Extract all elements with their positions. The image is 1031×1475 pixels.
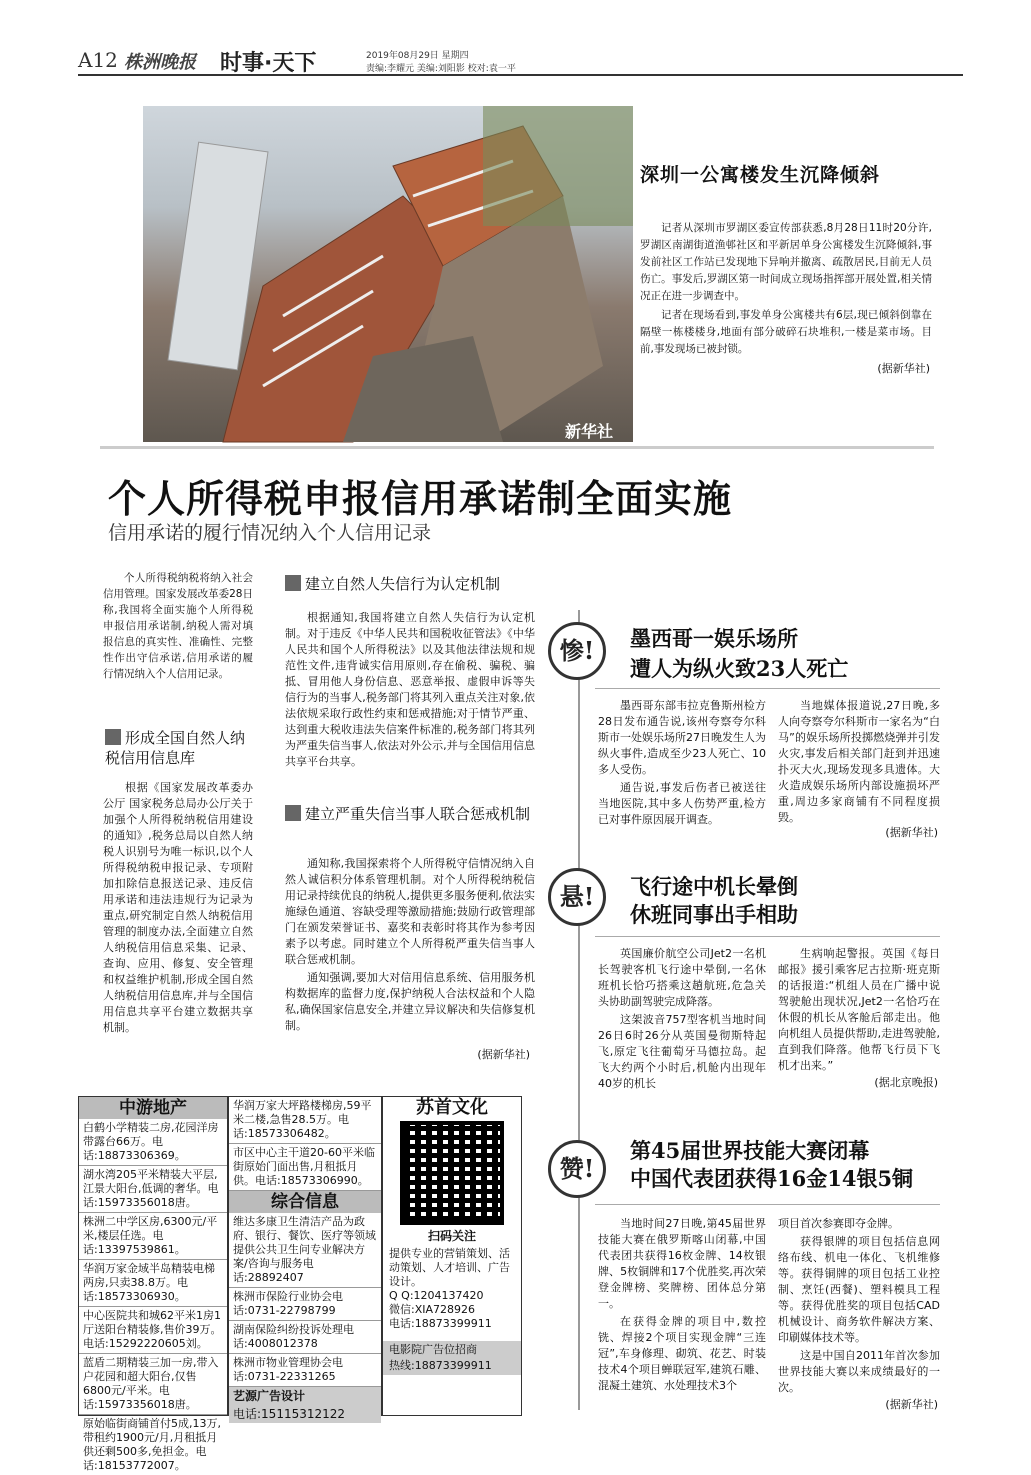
badge-praise: 赞! — [548, 1140, 606, 1198]
ad-entry: 中心医院共和城62平米1房1厅送阳台精装修,售价39万。电话:15292220605刘。 — [79, 1307, 227, 1354]
culture-qq: Q Q:1204137420 — [389, 1289, 484, 1302]
ad-entry: 株洲市物业管理协会电话:0731-22331265 — [229, 1354, 381, 1387]
story1-text-2: 通告说,事发后伤者已被送往当地医院,其中多人伤势严重,检方已对事件原因展开调查。 — [598, 781, 766, 826]
section3-heading — [285, 804, 535, 824]
story1-title-line1: 墨西哥一娱乐场所 — [630, 626, 798, 651]
section3-title: 建立严重失信当事人联合惩戒机制 — [305, 805, 531, 823]
story3-text-4: 获得银牌的项目包括信息网络布线、机电一体化、飞机维修等。获得铜牌的项目包括工业控制、烹饪(西餐)、塑料模具工程等。获得优胜奖的项目包括CAD机械设计、商务软件解决方案、印刷媒体技术等。 — [778, 1235, 940, 1344]
ad-entry: 原始临街商铺首付5成,13万,带租约1900元/月,月租抵月供还剩500多,免担金。电话:18153772007。 — [83, 1417, 221, 1472]
photo-credit: 新华社 — [564, 422, 613, 441]
cinema-ad-phone: 热线:18873399911 — [383, 1359, 521, 1375]
page-number: A12 — [78, 48, 118, 72]
story1-rule — [595, 688, 940, 689]
paper-logo: 株洲晚报 — [124, 52, 196, 73]
main-lead-text: 个人所得税纳税将纳入社会信用管理。国家发展改革委28日称,我国将全面实施个人所得税申报信用承诺制,纳税人需对填报信息的真实性、准确性、完整性作出守信承诺,信用承诺的履行情况纳入个人信用记录。 — [103, 572, 253, 680]
design-ad-phone: 电话:15115312122 — [229, 1405, 381, 1423]
ad-entry: 白鹤小学精装二房,花园洋房带露台66万。电话:18873306369。 — [79, 1119, 227, 1166]
badge-tragic: 惨! — [548, 622, 606, 680]
section2-title: 建立自然人失信行为认定机制 — [305, 575, 501, 593]
story3-text-2: 在获得金牌的项目中,数控铣、焊接2个项目实现金牌“三连冠”,车身修理、砌筑、花艺、时装技术4个项目蝉联冠军,建筑石雕、混凝土建筑、水处理技术3个 — [598, 1315, 766, 1392]
ad-entry: 株洲市保险行业协会电话:0731-22798799 — [229, 1288, 381, 1321]
culture-desc: 提供专业的营销策划、活动策划、人才培训、广告设计。 — [389, 1247, 510, 1288]
section2-heading — [285, 574, 535, 594]
story2-text-2: 这架波音757型客机当地时间26日6时26分从英国曼彻斯特起飞,原定飞往葡萄牙马德拉岛。起飞大约两个小时后,机舱内出现年40岁的机长 — [598, 1013, 766, 1090]
issue-date: 2019年08月29日 星期四 — [366, 51, 469, 61]
story2-title-line2: 休班同事出手相助 — [630, 902, 798, 927]
header-rule — [78, 74, 963, 76]
ad-entry: 华润万家金域半岛精装电梯两房,只卖38.8万。电话:18573306930。 — [79, 1260, 227, 1307]
ad-entry: 湖南保险纠纷投诉处理电话:4008012378 — [229, 1321, 381, 1354]
building-photo-drawing — [143, 106, 633, 442]
section1-body — [103, 780, 253, 1038]
section2-body — [285, 610, 535, 772]
section-marker — [285, 575, 301, 591]
story2-source: (据北京晚报) — [874, 1076, 938, 1089]
top-story-body — [640, 220, 932, 360]
story3-rule — [595, 1204, 940, 1205]
qr-code — [400, 1121, 504, 1225]
info-title: 综合信息 — [229, 1191, 381, 1213]
story1-title-line2: 遭人为纵火致23人死亡 — [630, 656, 849, 681]
story3-text-1: 当地时间27日晚,第45届世界技能大赛在俄罗斯喀山闭幕,中国代表团共获得16枚金牌、14枚银牌、5枚铜牌和17个优胜奖,再次荣登金牌榜、奖牌榜、团体总分第一。 — [598, 1217, 766, 1310]
story2-text-1: 英国廉价航空公司Jet2一名机长驾驶客机飞行途中晕倒,一名休班机长恰巧搭乘这趟航班,危急关头协助副驾驶完成降落。 — [598, 947, 766, 1008]
story1-text-1: 墨西哥东部韦拉克鲁斯州检方28日发布通告说,该州夸察夸尔科斯市一处娱乐场所27日晚发生人为纵火事件,造成至少23人死亡、10多人受伤。 — [598, 699, 766, 776]
story1-source: (据新华社) — [885, 826, 938, 839]
badge-suspense: 悬! — [548, 868, 606, 926]
section-marker — [285, 805, 301, 821]
culture-ad — [382, 1096, 522, 1416]
section3-text-1: 通知称,我国探索将个人所得税守信情况纳入自然人诚信积分体系管理机制。对个人所得税纳税信用记录持续优良的纳税人,提供更多服务便利,依法实施绿色通道、容缺受理等激励措施;鼓励行政管理部门在颁发荣誉证书、嘉奖和表彰时将其作为参考因素予以考虑。同时建立个人所得税严重失信当事人联合惩戒机制。 — [285, 857, 535, 966]
story3-text-3: 项目首次参赛即夺金牌。 — [778, 1217, 899, 1230]
top-story-title: 深圳一公寓楼发生沉降倾斜 — [640, 164, 881, 186]
section-marker — [105, 729, 121, 745]
story3-title-line2: 中国代表团获得16金14银5铜 — [630, 1166, 914, 1191]
story1-col2 — [778, 698, 940, 828]
realestate-ads — [78, 1096, 228, 1472]
culture-title: 苏首文化 — [416, 1097, 488, 1118]
story2-text-3: 生病响起警报。英国《每日邮报》援引乘客尼古拉斯·班克斯的话报道:“机组人员在广播中说驾驶舱出现状况,Jet2一名恰巧在休假的机长从客舱后部走出。他向机组人员提供帮助,走进驾驶舱,直到我们降落。他帮飞行员下飞机才出来。” — [778, 947, 940, 1072]
scan-label: 扫码关注 — [427, 1229, 476, 1243]
top-story-para-2: 记者在现场看到,事发单身公寓楼共有6层,现已倾斜倒靠在隔壁一栋楼楼身,地面有部分破碎石块堆积,一楼是菜市场。目前,事发现场已被封锁。 — [640, 309, 932, 355]
ad-entry: 湖水湾205平米精装大平层,江景大阳台,低调的奢华。电话:15973356018唐。 — [79, 1166, 227, 1213]
story3-title-line1: 第45届世界技能大赛闭幕 — [630, 1138, 870, 1163]
ad-entry: 蓝盾二期精装三加一房,带入户花园和超大阳台,仅售6800元/平米。电话:15973356018唐。 — [79, 1354, 227, 1415]
story1-col1 — [598, 698, 766, 830]
main-story-source: (据新华社) — [477, 1048, 530, 1061]
ad-entry: 市区中心主干道20-60平米临街原始门面出售,月租抵月供。电话:18573306990。 — [229, 1144, 381, 1191]
section2-text: 根据通知,我国将建立自然人失信行为认定机制。对于违反《中华人民共和国税收征管法》《中华人民共和国个人所得税法》以及其他法律法规和规范性文件,违背诚实信用原则,存在偷税、骗税、骗抵、冒用他人身份信息、恶意举报、虚假申诉等失信行为的当事人,税务部门将其列入重点关注对象,依法依规采取行政性约束和惩戒措施;对于情节严重、达到重大税收违法失信案件标准的,税务部门将其列为严重失信当事人,依法对外公示,并与全国信用信息共享平台共享。 — [285, 611, 535, 768]
story2-col2 — [778, 946, 940, 1076]
top-story-source: (据新华社) — [877, 362, 930, 375]
story2-title-line1: 飞行途中机长晕倒 — [630, 874, 798, 899]
ad-entry: 华润万家大坪路楼梯房,59平米二楼,急售28.5万。电话:18573306482。 — [229, 1097, 381, 1144]
top-divider — [100, 446, 934, 449]
story3-text-5: 这是中国自2011年首次参加世界技能大赛以来成绩最好的一次。 — [778, 1349, 940, 1394]
culture-wechat: 微信:XIA728926 — [389, 1303, 476, 1316]
story3-source: (据新华社) — [885, 1398, 938, 1411]
section1-text: 根据《国家发展改革委办公厅 国家税务总局办公厅关于加强个人所得税纳税信用建设的通知》,税务总局以自然人纳税人识别号为唯一标识,以个人所得税纳税申报记录、专项附加扣除信息报送记录、违反信用承诺和违法违规行为记录为重点,研究制定自然人纳税信用管理的制度办法,全面建立自然人纳税信用信息采集、记录、查询、应用、修复、安全管理和权益维护机制,形成全国自然人纳税信用信息库,并与全国信用信息共享平台建立数据共享机制。 — [103, 781, 253, 1034]
ad-entry: 维达多康卫生清洁产品为政府、银行、餐饮、医疗等领域提供公共卫生问专业解决方案/咨询与服务电话:28892407 — [229, 1213, 381, 1288]
story3-col1 — [598, 1216, 766, 1396]
story2-rule — [595, 936, 940, 937]
info-ads — [228, 1096, 382, 1421]
culture-phone: 电话:18873399911 — [389, 1317, 492, 1330]
timeline-line — [578, 610, 580, 1410]
page-header — [78, 46, 963, 76]
section3-text-2: 通知强调,要加大对信用信息系统、信用服务机构数据库的监督力度,保护纳税人合法权益和个人隐私,确保国家信息安全,并建立异议解决和失信修复机制。 — [285, 971, 535, 1032]
section1-title: 形成全国自然人纳税信用信息库 — [105, 729, 246, 767]
section-name: 时事·天下 — [220, 51, 317, 76]
main-lead — [103, 570, 253, 684]
story1-text-3: 当地媒体报道说,27日晚,多人向夸察夸尔科斯市一家名为“白马”的娱乐场所投掷燃烧弹并引发火灾,事发后相关部门赶到并迅速扑灭大火,现场发现多具遗体。大火造成娱乐场所内部设施损坏严重,周边多家商铺有不同程度损毁。 — [778, 699, 940, 824]
design-ad-title: 艺源广告设计 — [229, 1387, 381, 1405]
story3-col2 — [778, 1216, 940, 1398]
section3-body — [285, 856, 535, 1036]
top-story-para-1: 记者从深圳市罗湖区委宣传部获悉,8月28日11时20分许,罗湖区南湖街道渔邨社区和平新居单身公寓楼发生沉降倾斜,事发前社区工作站已发现地下异响并撤离、疏散居民,目前无人员伤亡。事发后,罗湖区第一时间成立现场指挥部开展处置,相关情况正在进一步调查中。 — [640, 222, 932, 302]
cinema-ad-title: 电影院广告位招商 — [383, 1341, 521, 1359]
story2-col1 — [598, 946, 766, 1094]
main-headline: 个人所得税申报信用承诺制全面实施 — [108, 477, 733, 521]
main-subheadline: 信用承诺的履行情况纳入个人信用记录 — [108, 522, 432, 544]
ad-entry: 株洲二中学区房,6300元/平米,楼层任选。电话:13397539861。 — [79, 1213, 227, 1260]
editor-credits: 责编:李耀元 美编:刘阳影 校对:袁一平 — [366, 64, 516, 74]
realestate-title: 中游地产 — [79, 1097, 227, 1119]
building-photo — [143, 106, 633, 442]
section1-heading — [105, 728, 255, 768]
